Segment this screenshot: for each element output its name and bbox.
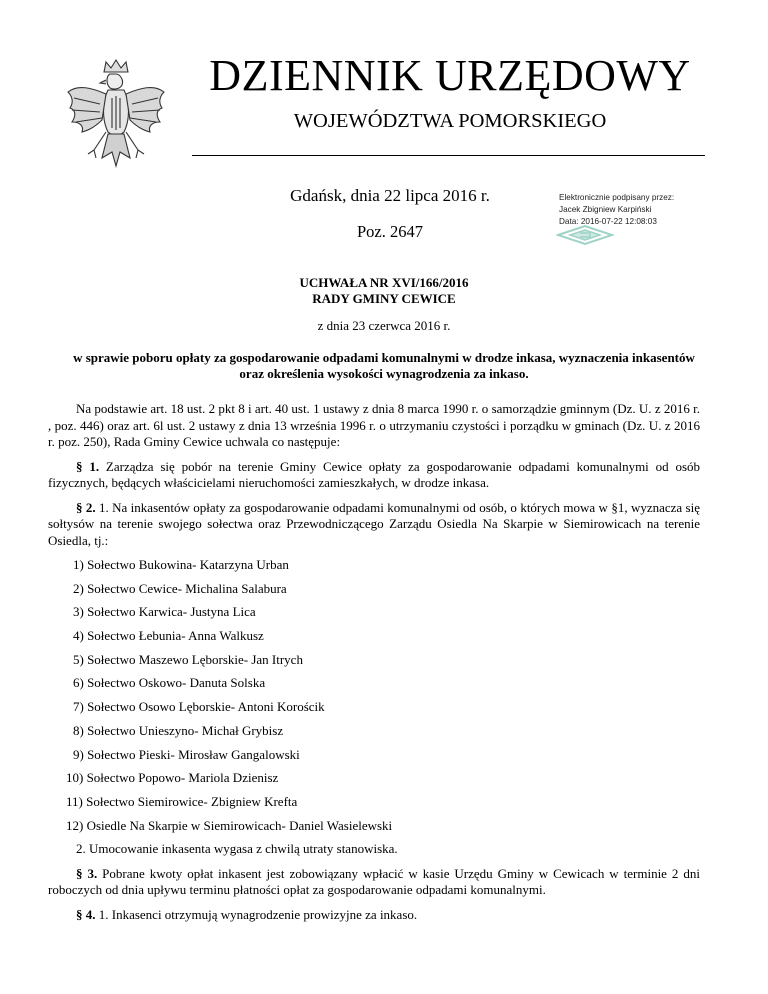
- list-item: 1) Sołectwo Bukowina- Katarzyna Urban: [73, 557, 289, 572]
- list-item: 9) Sołectwo Pieski- Mirosław Gangalowski: [73, 746, 300, 762]
- signature-date: Data: 2016-07-22 12:08:03: [559, 217, 657, 226]
- paragraph-1: [48, 459, 700, 492]
- journal-subtitle: WOJEWÓDZTWA POMORSKIEGO: [293, 110, 607, 132]
- list-item: 6) Sołectwo Oskowo- Danuta Solska: [73, 675, 266, 691]
- list-item: 11) Sołectwo Siemirowice- Zbigniew Krefta: [66, 793, 298, 809]
- paragraph-1-text: Zarządza się pobór na terenie Gminy Cewice opłaty za gospodarowanie odpadami komunalnymi od osób fizycznych, będących właścicielami nieruchomości zamieszkałych, w drodze inkasa.: [48, 458, 701, 490]
- paragraph-3: [48, 866, 700, 899]
- paragraph-4: [48, 907, 700, 924]
- white-eagle-emblem-icon: [62, 58, 170, 180]
- list-item: 7) Sołectwo Osowo Lęborskie- Antoni Korościk: [73, 699, 325, 715]
- resolution-subject: w sprawie poboru opłaty za gospodarowanie odpadami komunalnymi w drodze inkasa, wyznaczenia inkasentów oraz określenia wysokości wynagrodzenia za inkaso.: [73, 350, 695, 381]
- list-item: 5) Sołectwo Maszewo Lęborskie- Jan Itrych: [73, 651, 303, 667]
- signature-label: Elektronicznie podpisany przez:: [559, 193, 675, 202]
- resolution-number: UCHWAŁA NR XVI/166/2016: [299, 275, 469, 290]
- collectors-list: [48, 557, 700, 834]
- paragraph-2-point-2: 2. Umocowanie inkasenta wygasa z chwilą utraty stanowiska.: [76, 841, 398, 857]
- resolution-title: [0, 275, 768, 307]
- list-item: 12) Osiedle Na Skarpie w Siemirowicach- Daniel Wasielewski: [66, 817, 393, 833]
- paragraph-1-number: § 1.: [76, 458, 100, 474]
- resolution-date: z dnia 23 czerwca 2016 r.: [317, 318, 451, 333]
- journal-title: DZIENNIK URZĘDOWY: [209, 51, 691, 100]
- paragraph-2-number: § 2.: [76, 499, 96, 515]
- paragraph-2-text: 1. Na inkasentów opłaty za gospodarowanie odpadami komunalnymi od osób, o których mowa w §1, wyznacza się sołtysów na terenie swojego sołectwa oraz Przewodniczącego Zarządu Osiedla Na Skarpie w Siemirowicach na terenie Osiedla, tj.:: [48, 499, 700, 548]
- list-item: 2) Sołectwo Cewice- Michalina Salabura: [73, 580, 287, 596]
- document-body: [48, 401, 700, 923]
- paragraph-3-text: Pobrane kwoty opłat inkasent jest zobowiązany wpłacić w kasie Urzędu Gminy w Cewicach w terminie 2 dni roboczych od dnia upływu terminu płatności opłat za gospodarowanie odpadami komunalnymi.: [48, 865, 700, 898]
- signature-signer: Jacek Zbigniew Karpiński: [559, 205, 652, 214]
- list-item: 4) Sołectwo Łebunia- Anna Walkusz: [73, 628, 264, 644]
- publication-position: Poz. 2647: [357, 222, 423, 241]
- paragraph-3-number: § 3.: [76, 865, 98, 881]
- paragraph-2: [48, 500, 700, 550]
- list-item: 8) Sołectwo Unieszyno- Michał Grybisz: [73, 722, 284, 738]
- electronic-signature: [559, 192, 719, 228]
- signature-logo-icon: [556, 224, 614, 246]
- masthead-divider: [192, 155, 705, 156]
- publication-date: Gdańsk, dnia 22 lipca 2016 r.: [290, 186, 490, 205]
- resolution-authority: RADY GMINY CEWICE: [312, 291, 456, 306]
- paragraph-4-number: § 4.: [76, 906, 96, 922]
- list-item: 3) Sołectwo Karwica- Justyna Lica: [73, 604, 256, 620]
- list-item: 10) Sołectwo Popowo- Mariola Dzienisz: [66, 770, 279, 786]
- paragraph-4-text: 1. Inkasenci otrzymują wynagrodzenie prowizyjne za inkaso.: [95, 906, 418, 922]
- preamble: Na podstawie art. 18 ust. 2 pkt 8 i art. 40 ust. 1 ustawy z dnia 8 marca 1990 r. o samorządzie gminnym (Dz. U. z 2016 r. , poz. 446) oraz art. 6l ust. 2 ustawy z dnia 13 września 1996 r. o utrzymaniu czystości i porządku w gminach (Dz. U. z 2016 r. poz. 250), Rada Gminy Cewice uchwala co następuje:: [48, 401, 700, 449]
